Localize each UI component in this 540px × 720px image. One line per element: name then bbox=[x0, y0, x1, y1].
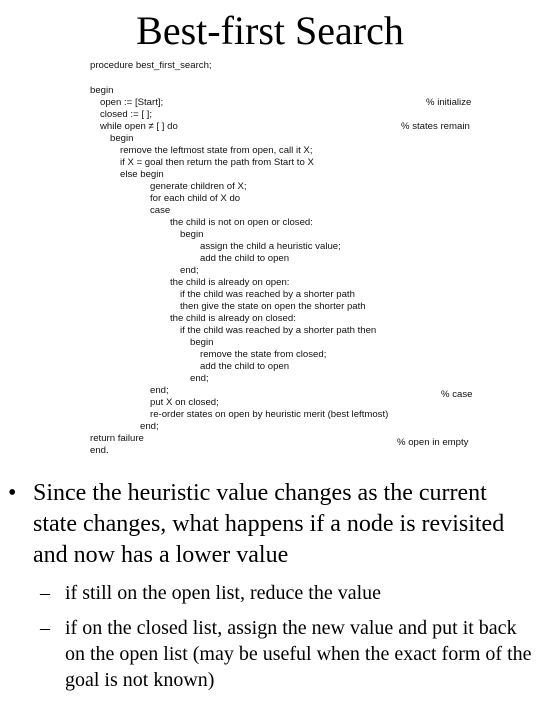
code-line: while open ≠ [ ] do bbox=[100, 121, 178, 132]
code-comment: % states remain bbox=[401, 121, 470, 132]
bullet-marker: • bbox=[8, 480, 17, 506]
code-line: end; bbox=[150, 385, 169, 396]
code-line: add the child to open bbox=[200, 361, 290, 372]
code-line: add the child to open bbox=[200, 253, 290, 264]
code-line: end; bbox=[190, 373, 209, 384]
code-line: closed := [ ]; bbox=[100, 109, 152, 120]
sub-bullet-text: if still on the open list, reduce the value bbox=[65, 582, 382, 604]
code-line: assign the child a heuristic value; bbox=[200, 241, 341, 252]
code-line: end; bbox=[180, 265, 199, 276]
code-line: case bbox=[150, 205, 171, 216]
code-line: then give the state on open the shorter path bbox=[180, 301, 366, 312]
code-line: the child is already on closed: bbox=[170, 313, 296, 324]
code-line: procedure best_first_search; bbox=[90, 60, 212, 71]
code-line: begin bbox=[90, 85, 114, 96]
code-line: else begin bbox=[120, 169, 164, 180]
code-line: the child is not on open or closed: bbox=[170, 217, 313, 228]
bullet-text: Since the heuristic value changes as the current state changes, what happens if a node is revisited and now has a lower value bbox=[33, 480, 505, 568]
code-line: remove the state from closed; bbox=[200, 349, 327, 360]
code-line: the child is already on open: bbox=[170, 277, 290, 288]
code-line: begin bbox=[110, 133, 134, 144]
code-line: if X = goal then return the path from Start to X bbox=[120, 157, 314, 168]
code-line: begin bbox=[180, 229, 204, 240]
code-comment: % case bbox=[441, 389, 473, 400]
slide-title: Best-first Search bbox=[136, 8, 404, 53]
code-line: remove the leftmost state from open, call it X; bbox=[120, 145, 313, 156]
code-line: open := [Start]; bbox=[100, 97, 164, 108]
code-line: end. bbox=[90, 445, 109, 456]
code-line: put X on closed; bbox=[150, 397, 219, 408]
sub-bullet-text: if on the closed list, assign the new value and put it back on the open list (may be useful when the exact form of the goal is not known) bbox=[65, 617, 532, 691]
sub-bullet-marker: – bbox=[40, 582, 50, 604]
sub-bullet-marker: – bbox=[40, 617, 50, 639]
code-line: begin bbox=[190, 337, 214, 348]
code-line: generate children of X; bbox=[150, 181, 247, 192]
code-line: re-order states on open by heuristic merit (best leftmost) bbox=[150, 409, 389, 420]
code-line: if the child was reached by a shorter path then bbox=[180, 325, 377, 336]
code-line: return failure bbox=[90, 433, 144, 444]
code-comment: % open in empty bbox=[397, 437, 469, 448]
code-line: end; bbox=[140, 421, 159, 432]
code-line: for each child of X do bbox=[150, 193, 241, 204]
code-comment: % initialize bbox=[426, 97, 472, 108]
code-line: if the child was reached by a shorter path bbox=[180, 289, 355, 300]
